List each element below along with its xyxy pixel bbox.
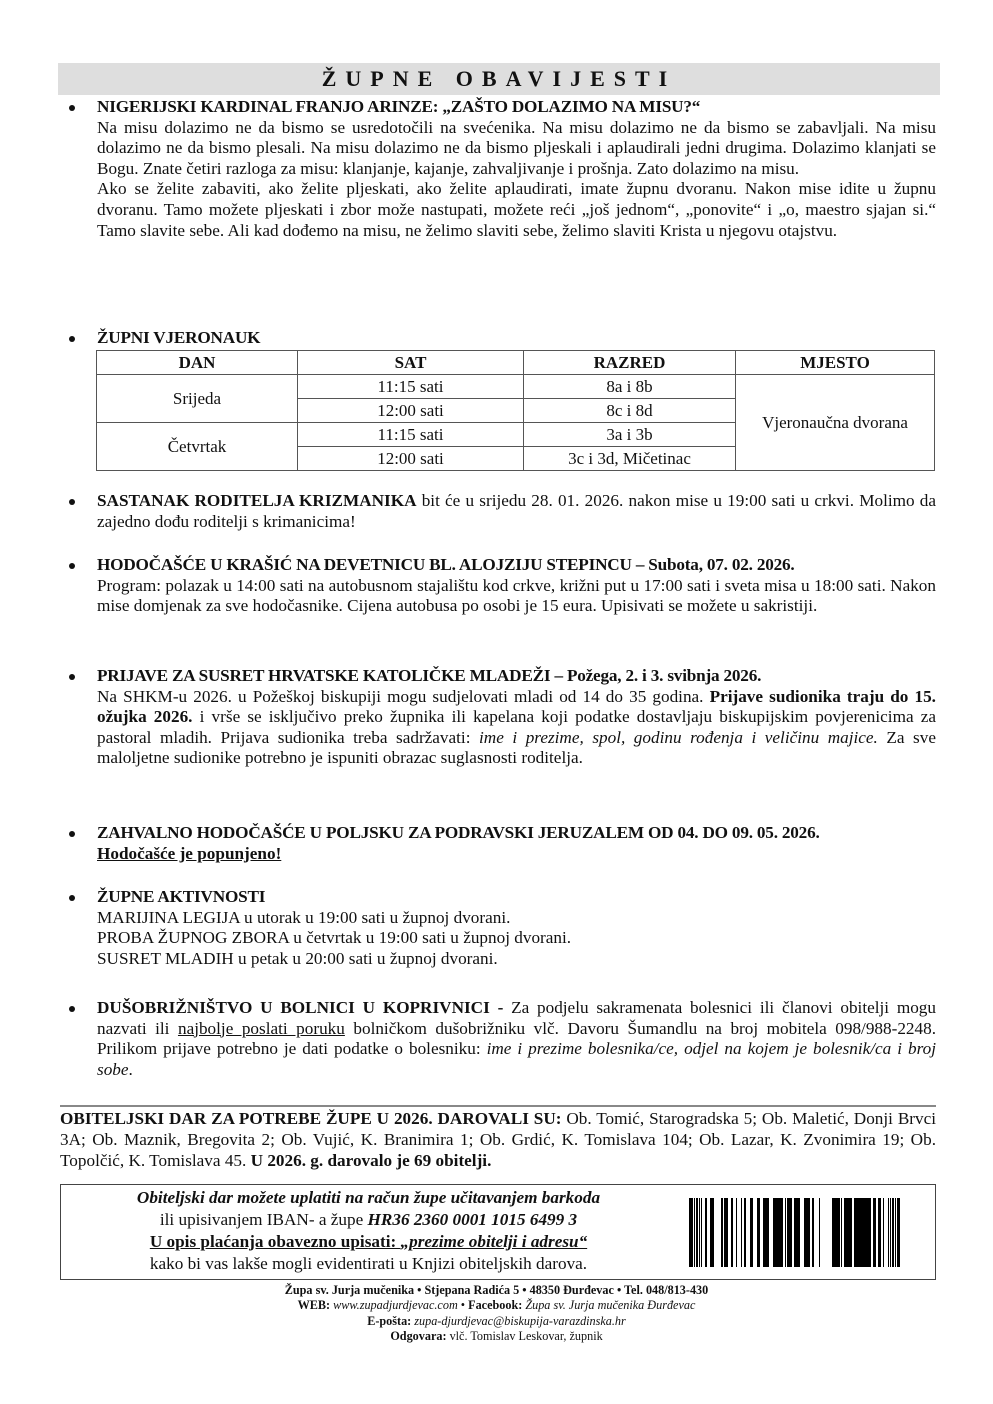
table-header-row [97, 351, 935, 375]
cell-class: 8a i 8b [524, 375, 736, 399]
payment-line: kako bi vas lakše mogli evidentirati u Knjizi obiteljskih darova. [149, 1254, 588, 1273]
section-arinze [60, 97, 936, 241]
page-title-bar [58, 63, 940, 95]
section-title: ZAHVALNO HODOČAŠĆE U POLJSKU ZA PODRAVSKI JERUZALEM OD 04. DO 09. 05. 2026. [97, 823, 820, 842]
table-row [97, 375, 935, 399]
cell-time: 12:00 sati [298, 399, 524, 423]
facebook-label: Facebook: [468, 1298, 523, 1313]
cell-time: 12:00 sati [298, 447, 524, 471]
text: Na SHKM-u 2026. u Požeškoj biskupiji mogu sudjelovati mladi od 14 do 35 godina. [97, 686, 710, 706]
cell-day: Četvrtak [97, 423, 298, 471]
footer [0, 1283, 993, 1345]
schedule-table [96, 350, 935, 471]
email-link[interactable]: zupa-djurdjevac@biskupija-varazdinska.hr [411, 1313, 626, 1328]
deadline-text: Prijave sudionika traju do 15. ožujka 2026. [97, 686, 936, 727]
column-header: RAZRED [524, 351, 736, 375]
section-title: ŽUPNI VJERONAUK [97, 328, 261, 347]
donors-title: OBITELJSKI DAR ZA POTREBE ŽUPE U 2026. DAROVALI SU: [60, 1109, 562, 1128]
column-header: MJESTO [736, 351, 935, 375]
bullet-icon [69, 563, 75, 569]
section-aktivnosti [60, 887, 936, 969]
donors-section [60, 1109, 936, 1171]
section-vjeronauk [60, 328, 936, 349]
required-fields-text: ime i prezime, spol, godinu rođenja i veličinu majice. [479, 727, 878, 747]
section-title: NIGERIJSKI KARDINAL FRANJO ARINZE: „ZAŠTO DOLAZIMO NA MISU?“ [97, 97, 701, 116]
section-title: HODOČAŠĆE U KRAŠIĆ NA DEVETNICU BL. ALOJZIJU STEPINCU – Subota, 07. 02. 2026. [97, 555, 795, 574]
section-title: PRIJAVE ZA SUSRET HRVATSKE KATOLIČKE MLADEŽI – Požega, 2. i 3. svibnja 2026. [97, 666, 762, 685]
email-label: E-pošta: [367, 1313, 412, 1328]
facebook-link[interactable]: Župa sv. Jurja mučenika Đurđevac [522, 1298, 696, 1313]
payment-line: ili upisivanjem IBAN- a župe [159, 1210, 368, 1229]
paragraph: Ako se želite zabaviti, ako želite pljeskati, ako želite aplaudirati, imate župnu dvoranu. Nakon mise idite u župnu dvoranu. Tamo možete pljeskati i zbor može nastupati, možete reći „još jednom“, „ponovite“ i „o, maestro sjajan si.“ Tamo slavite sebe. Ali kad dođemo na misu, ne želimo slaviti sebe, želimo slaviti Krista u njegovu otajstvu. [97, 179, 936, 240]
section-text: bit će u srijedu 28. 01. 2026. nakon mise u 19:00 sati u crkvi. Molimo da zajedno dođu roditelji s krimanicima! [97, 491, 937, 531]
italic-text: ime i prezime bolesnika/ce, odjel na kojem je bolesnik/ca i broj sobe [97, 1039, 936, 1079]
bullet-icon [69, 674, 75, 680]
activity-item: MARIJINA LEGIJA u utorak u 19:00 sati u župnoj dvorani. [97, 907, 511, 927]
bullet-icon [69, 499, 75, 505]
cell-time: 11:15 sati [298, 423, 524, 447]
section-title: DUŠOBRIŽNIŠTVO U BOLNICI U KOPRIVNICI - [97, 998, 504, 1017]
payment-line: U opis plaćanja obavezno upisati: [149, 1232, 401, 1251]
cell-day: Srijeda [97, 375, 298, 423]
text: . [128, 1059, 133, 1079]
page-title: ŽUPNE OBAVIJESTI [321, 66, 677, 91]
payment-line: Obiteljski dar možete uplatiti na račun župe učitavanjem barkoda [136, 1188, 601, 1207]
text: i vrše se isključivo preko župnika ili kapelana koji podatke dostavljaju biskupijskim povjerenicima za pastoral mladih. Prijava sudionika treba sadržavati: [97, 707, 936, 747]
text: bolničkom dušobrižniku vlč. Davoru Šumandlu na broj mobitela 098/988-2248. Prilikom prijave potrebno je dati podatke o bolesniku: [97, 1018, 937, 1059]
paragraph: Program: polazak u 14:00 sati na autobusnom stajalištu kod crkve, križni put u 17:00 sati i sveta misa u 18:00 sati. Nakon mise domjenak za sve hodočasnike. Cijena autobusa po osobi je 15 eura. Upisivati se možete u sakristiji. [97, 575, 936, 616]
divider [60, 1105, 936, 1107]
section-krasic [60, 555, 936, 617]
column-header: SAT [298, 351, 524, 375]
cell-class: 3a i 3b [524, 423, 736, 447]
iban: HR36 2360 0001 1015 6499 3 [367, 1210, 578, 1229]
responsible-label: Odgovara: [390, 1329, 447, 1344]
bullet-icon [69, 831, 75, 837]
responsible-person: vlč. Tomislav Leskovar, župnik [446, 1329, 603, 1344]
footer-address: Župa sv. Jurja mučenika • Stjepana Radića 5 • 48350 Đurđevac • Tel. 048/813-430 [284, 1283, 709, 1297]
web-link[interactable]: www.zupadjurdjevac.com [330, 1298, 458, 1313]
bullet-icon [69, 105, 75, 111]
activity-item: PROBA ŽUPNOG ZBORA u četvrtak u 19:00 sati u župnoj dvorani. [97, 928, 572, 948]
section-title: SASTANAK RODITELJA KRIZMANIKA [97, 491, 417, 510]
section-bolnica [60, 998, 936, 1080]
paragraph: Na misu dolazimo ne da bismo se usredotočili na svećenika. Na misu dolazimo ne da bismo se zabavljali. Na misu dolazimo ne da bismo plesali. Na misu dolazimo ne da bismo pljeskali i aplaudirali jedni drugima. Dolazimo klanjati se Bogu. Znate četiri razloga za misu: klanjanje, kajanje, zahvaljivanje i prošnja. Zato dolazimo na misu. [97, 117, 936, 178]
payment-text [61, 1187, 676, 1275]
activity-item: SUSRET MLADIH u petak u 20:00 sati u župnoj dvorani. [97, 948, 498, 968]
cell-class: 8c i 8d [524, 399, 736, 423]
bullet-icon [69, 336, 75, 342]
donors-list: Ob. Tomić, Starogradska 5; Ob. Maletić, Donji Brvci 3A; Ob. Maznik, Bregovita 2; Ob. Vujić, K. Branimira 1; Ob. Grdić, K. Tomislava 104; Ob. Lazar, K. Zvonimira 19; Ob. Topolčić, K. Tomislava 45. [60, 1109, 936, 1170]
underlined-text: najbolje poslati poruku [177, 1018, 345, 1038]
donors-summary: U 2026. g. darovalo je 69 obitelji. [250, 1150, 492, 1170]
section-sastanak [60, 491, 936, 532]
payment-description: „prezime obitelji i adresu“ [400, 1232, 588, 1251]
cell-class: 3c i 3d, Mičetinac [524, 447, 736, 471]
text: Za podjelu sakramenata bolesnici ili članovi obitelji mogu nazvati ili [97, 998, 936, 1038]
bullet-icon [69, 1006, 75, 1012]
column-header: DAN [97, 351, 298, 375]
section-title: ŽUPNE AKTIVNOSTI [97, 887, 266, 906]
separator: • [457, 1298, 469, 1313]
cell-time: 11:15 sati [298, 375, 524, 399]
barcode-icon [689, 1198, 921, 1267]
payment-box [60, 1184, 936, 1280]
text: Za sve maloljetne sudionike potrebno je ispuniti obrazac suglasnosti roditelja. [97, 727, 936, 768]
section-poljska [60, 823, 936, 864]
full-notice: Hodočašće je popunjeno! [97, 843, 282, 863]
bullet-icon [69, 895, 75, 901]
web-label: WEB: [297, 1298, 331, 1313]
section-shkm [60, 666, 936, 769]
cell-place: Vjeronaučna dvorana [736, 375, 935, 471]
